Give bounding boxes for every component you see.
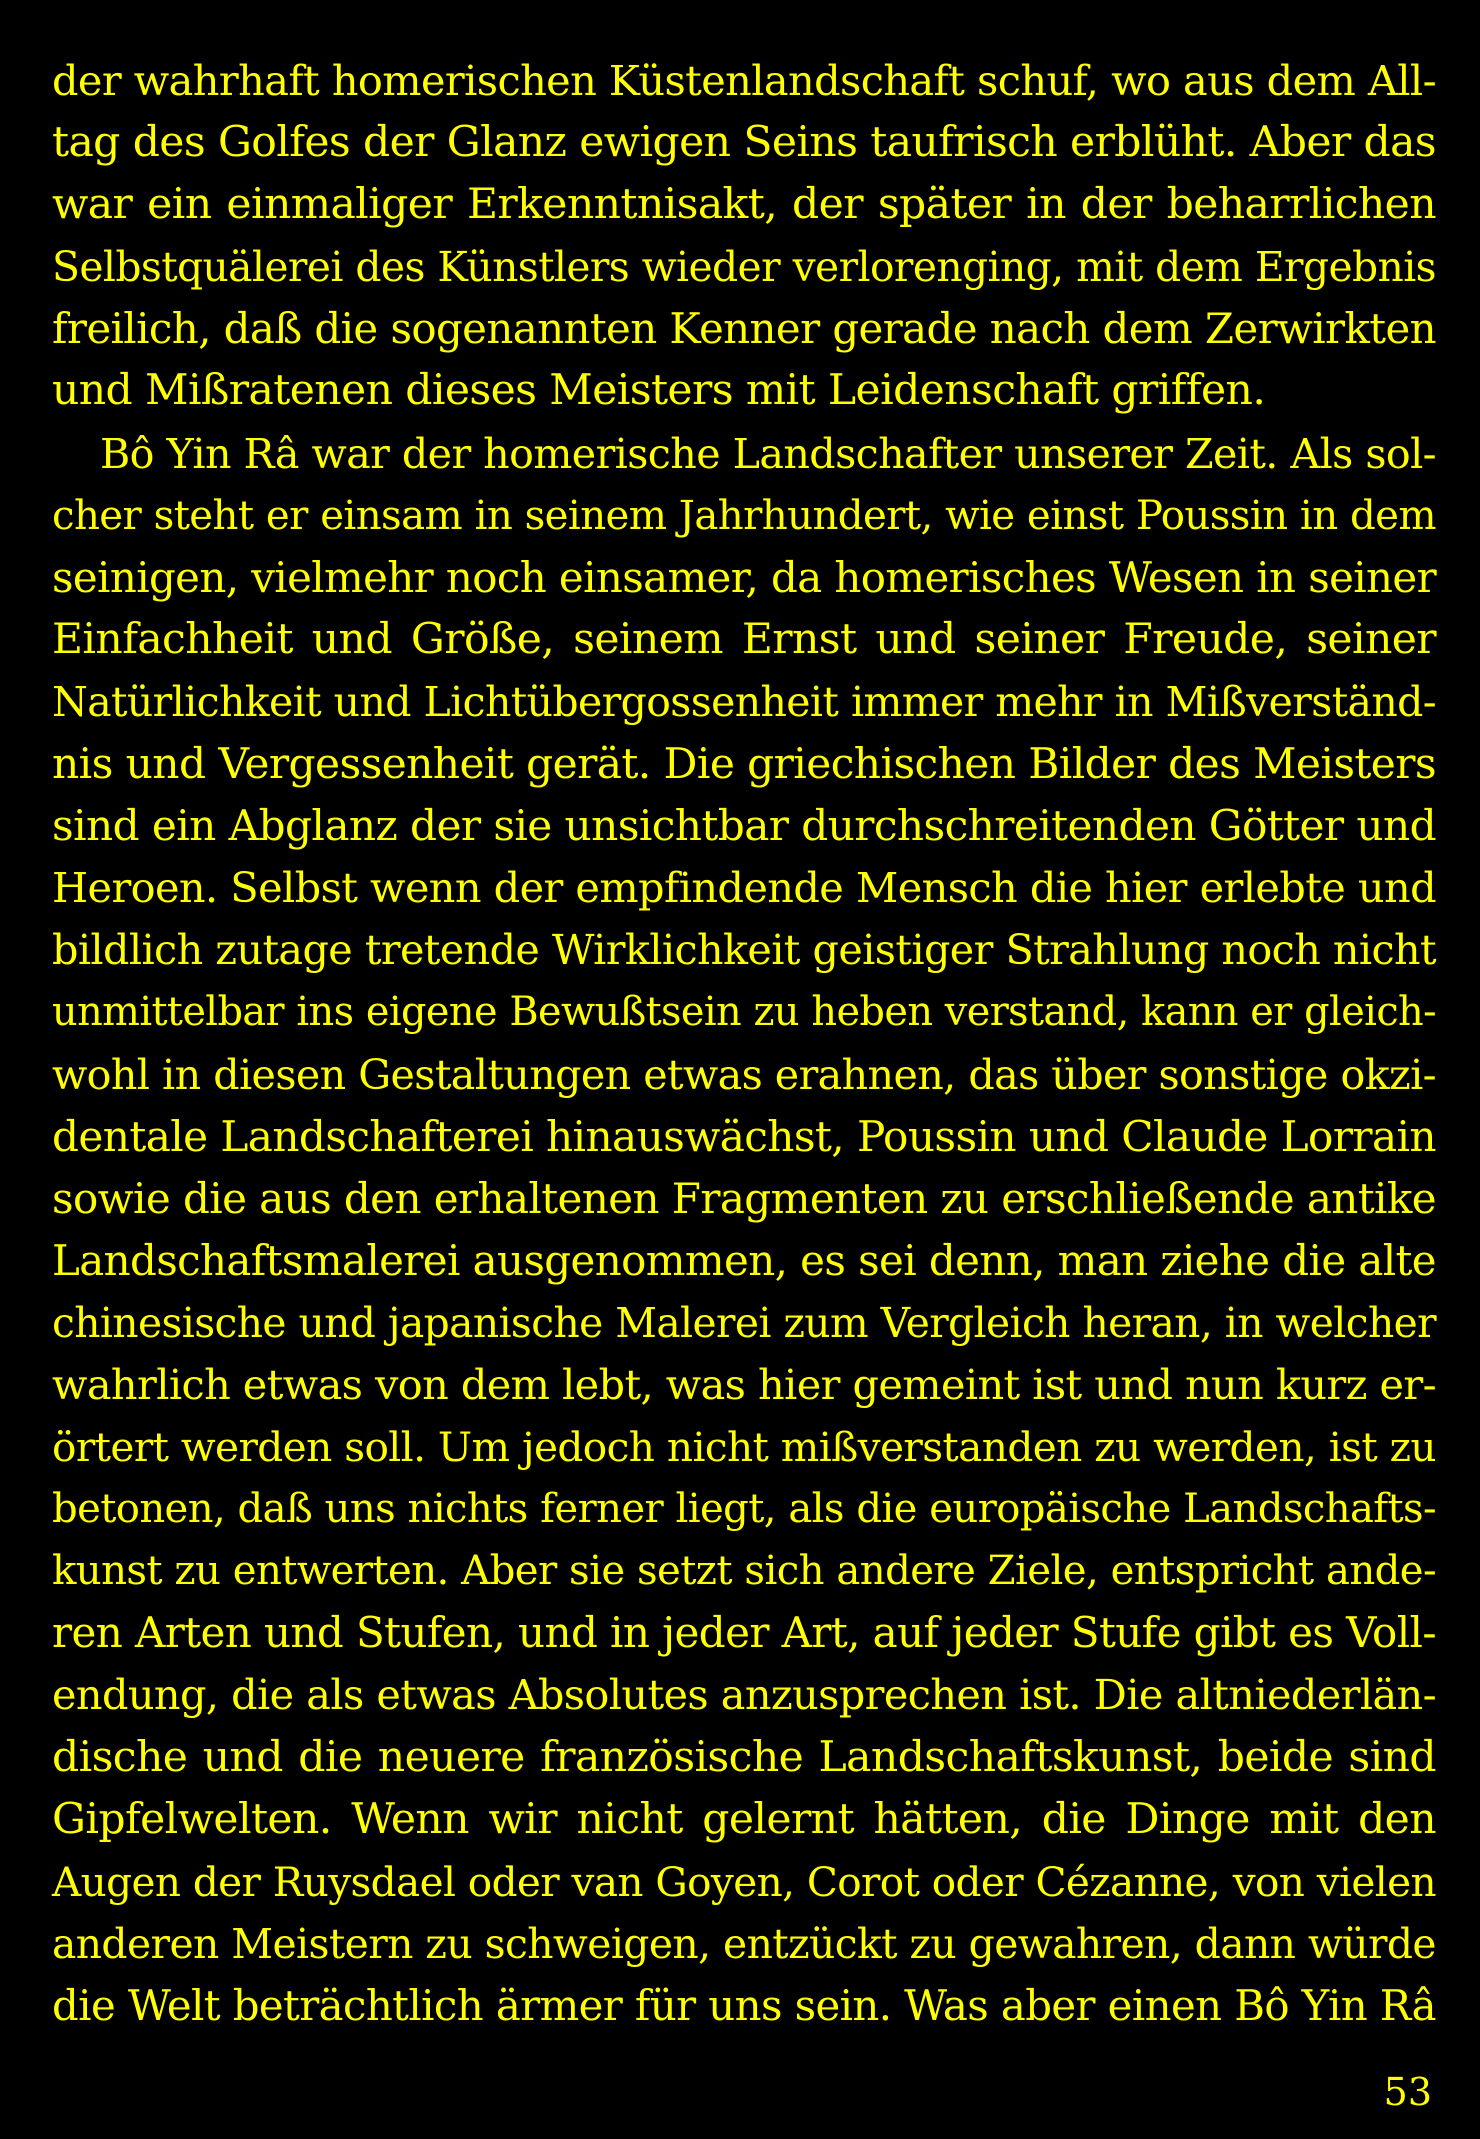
text-line: Natürlichkeit und Lichtübergossenheit immer mehr in Mißverständ- bbox=[52, 677, 1436, 726]
text-line: kunst zu entwerten. Aber sie setzt sich andere Ziele, entspricht ande- bbox=[52, 1548, 1436, 1595]
paragraph-end-line: und Mißratenen dieses Meisters mit Leidenschaft griffen. bbox=[52, 366, 1266, 416]
text-line: sind ein Abglanz der sie unsichtbar durchschreitenden Götter und bbox=[52, 801, 1436, 851]
page-number: 53 bbox=[1383, 2070, 1432, 2114]
text-line: war ein einmaliger Erkenntnisakt, der später in der beharrlichen bbox=[52, 180, 1436, 230]
text-line: unmittelbar ins eigene Bewußtsein zu heben verstand, kann er gleich- bbox=[52, 989, 1436, 1036]
paragraph-start-line: Bô Yin Râ war der homerische Landschafter unserer Zeit. Als sol- bbox=[100, 429, 1436, 478]
text-line: chinesische und japanische Malerei zum Vergleich heran, in welcher bbox=[52, 1298, 1436, 1347]
body-text bbox=[52, 50, 1436, 2037]
text-line: dische und die neuere französische Landschaftskunst, beide sind bbox=[52, 1732, 1436, 1782]
text-line: wahrlich etwas von dem lebt, was hier gemeint ist und nun kurz er- bbox=[52, 1360, 1436, 1409]
text-line: anderen Meistern zu schweigen, entzückt zu gewahren, dann würde bbox=[52, 1919, 1436, 1968]
text-line: wohl in diesen Gestaltungen etwas erahnen, das über sonstige okzi- bbox=[52, 1050, 1436, 1099]
text-line: Gipfelwelten. Wenn wir nicht gelernt hätten, die Dinge mit den bbox=[52, 1794, 1436, 1844]
text-line: Selbstquälerei des Künstlers wieder verlorenging, mit dem Ergebnis bbox=[52, 243, 1436, 292]
text-line: dentale Landschafterei hinauswächst, Poussin und Claude Lorrain bbox=[52, 1111, 1436, 1161]
text-line: sowie die aus den erhaltenen Fragmenten zu erschließende antike bbox=[52, 1173, 1436, 1223]
text-line: betonen, daß uns nichts ferner liegt, als die europäische Landschafts- bbox=[52, 1486, 1436, 1533]
text-line: Einfachheit und Größe, seinem Ernst und seiner Freude, seiner bbox=[52, 614, 1436, 664]
text-line: tag des Golfes der Glanz ewigen Seins taufrisch erblüht. Aber das bbox=[52, 118, 1436, 168]
text-line: endung, die als etwas Absolutes anzusprechen ist. Die altniederlän- bbox=[52, 1671, 1436, 1720]
text-line: cher steht er einsam in seinem Jahrhundert, wie einst Poussin in dem bbox=[52, 491, 1436, 539]
text-line: Heroen. Selbst wenn der empfindende Mensch die hier erlebte und bbox=[52, 864, 1436, 913]
text-line: freilich, daß die sogenannten Kenner gerade nach dem Zerwirkten bbox=[52, 304, 1436, 354]
text-line: der wahrhaft homerischen Küstenlandschaft schuf, wo aus dem All- bbox=[52, 57, 1436, 105]
text-line: seinigen, vielmehr noch einsamer, da homerisches Wesen in seiner bbox=[52, 552, 1436, 602]
text-line: Landschaftsmalerei ausgenommen, es sei denn, man ziehe die alte bbox=[52, 1235, 1436, 1285]
text-line: örtert werden soll. Um jedoch nicht mißverstanden zu werden, ist zu bbox=[52, 1423, 1436, 1472]
text-line: ren Arten und Stufen, und in jeder Art, auf jeder Stufe gibt es Voll- bbox=[52, 1608, 1436, 1658]
text-line: bildlich zutage tretende Wirklichkeit geistiger Strahlung noch nicht bbox=[52, 926, 1436, 975]
text-line: nis und Vergessenheit gerät. Die griechischen Bilder des Meisters bbox=[52, 739, 1436, 789]
text-line: die Welt beträchtlich ärmer für uns sein. Was aber einen Bô Yin Râ bbox=[52, 1980, 1436, 2030]
text-line: Augen der Ruysdael oder van Goyen, Corot oder Cézanne, von vielen bbox=[52, 1857, 1436, 1906]
